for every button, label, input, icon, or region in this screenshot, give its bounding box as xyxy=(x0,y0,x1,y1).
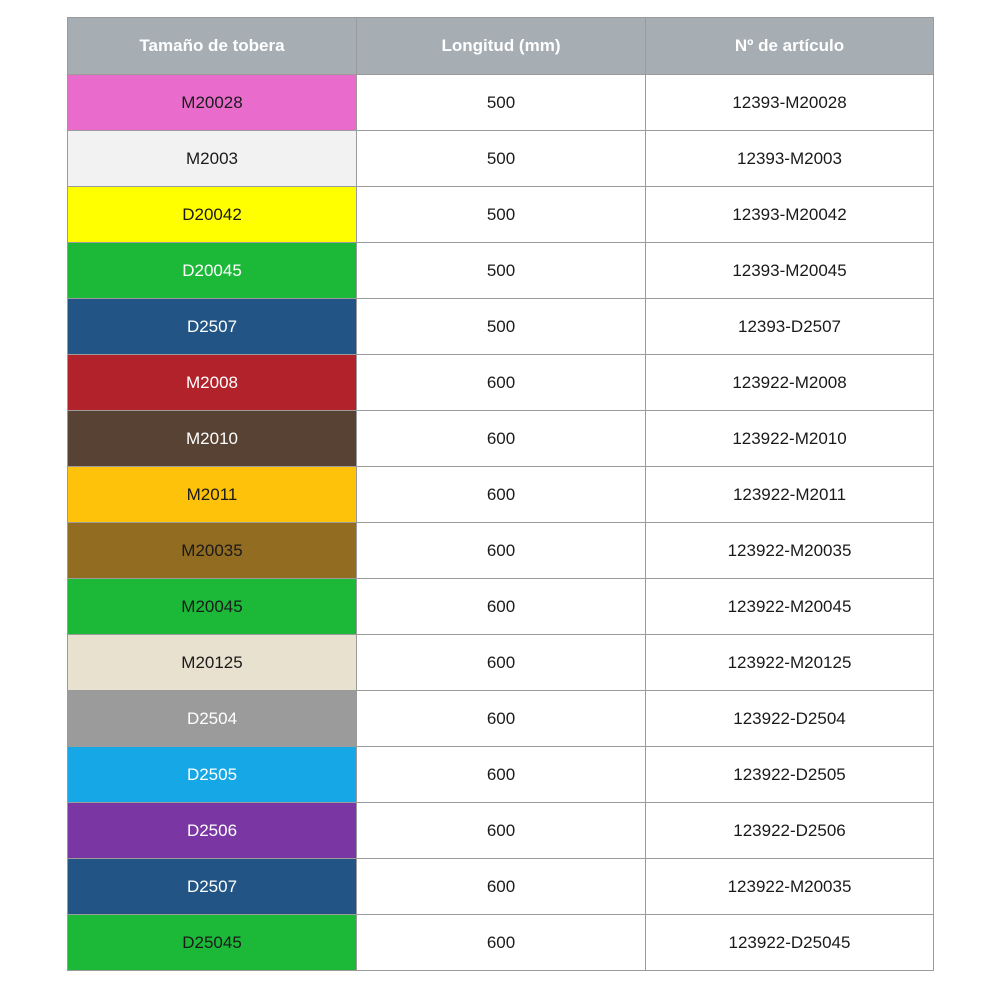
header-nozzle-size: Tamaño de tobera xyxy=(68,18,357,75)
table-row xyxy=(68,467,934,523)
nozzle-size-cell: M2010 xyxy=(68,411,357,467)
article-number-cell: 123922-M20125 xyxy=(646,635,934,691)
nozzle-size-cell: D2507 xyxy=(68,859,357,915)
table-row xyxy=(68,187,934,243)
article-number-cell: 123922-M2008 xyxy=(646,355,934,411)
nozzle-size-cell: M20125 xyxy=(68,635,357,691)
table-row xyxy=(68,803,934,859)
length-cell: 600 xyxy=(357,467,646,523)
header-article-number: Nº de artículo xyxy=(646,18,934,75)
article-number-cell: 123922-M2010 xyxy=(646,411,934,467)
nozzle-size-cell: M2003 xyxy=(68,131,357,187)
nozzle-size-cell: D25045 xyxy=(68,915,357,971)
length-cell: 600 xyxy=(357,355,646,411)
length-cell: 500 xyxy=(357,75,646,131)
article-number-cell: 123922-M20045 xyxy=(646,579,934,635)
length-cell: 600 xyxy=(357,579,646,635)
table-row xyxy=(68,859,934,915)
length-cell: 600 xyxy=(357,411,646,467)
length-cell: 600 xyxy=(357,915,646,971)
length-cell: 500 xyxy=(357,299,646,355)
length-cell: 600 xyxy=(357,691,646,747)
length-cell: 600 xyxy=(357,859,646,915)
length-cell: 600 xyxy=(357,803,646,859)
table-row xyxy=(68,411,934,467)
nozzle-size-cell: M2008 xyxy=(68,355,357,411)
nozzle-size-cell: D20042 xyxy=(68,187,357,243)
article-number-cell: 123922-D25045 xyxy=(646,915,934,971)
table-row xyxy=(68,243,934,299)
article-number-cell: 12393-M20042 xyxy=(646,187,934,243)
table-row xyxy=(68,915,934,971)
article-number-cell: 123922-M2011 xyxy=(646,467,934,523)
nozzle-size-cell: D2504 xyxy=(68,691,357,747)
length-cell: 500 xyxy=(357,243,646,299)
table-row xyxy=(68,579,934,635)
table-header-row xyxy=(68,18,934,75)
table-row xyxy=(68,747,934,803)
article-number-cell: 123922-D2505 xyxy=(646,747,934,803)
header-length: Longitud (mm) xyxy=(357,18,646,75)
table-row xyxy=(68,523,934,579)
table-row xyxy=(68,691,934,747)
nozzle-size-cell: D2507 xyxy=(68,299,357,355)
table-row xyxy=(68,131,934,187)
nozzle-size-cell: M20028 xyxy=(68,75,357,131)
nozzle-table-container xyxy=(67,17,933,971)
length-cell: 600 xyxy=(357,635,646,691)
article-number-cell: 12393-M20045 xyxy=(646,243,934,299)
article-number-cell: 12393-M2003 xyxy=(646,131,934,187)
article-number-cell: 12393-D2507 xyxy=(646,299,934,355)
nozzle-size-cell: M2011 xyxy=(68,467,357,523)
article-number-cell: 12393-M20028 xyxy=(646,75,934,131)
nozzle-size-cell: D20045 xyxy=(68,243,357,299)
length-cell: 500 xyxy=(357,131,646,187)
length-cell: 600 xyxy=(357,747,646,803)
nozzle-size-cell: D2505 xyxy=(68,747,357,803)
table-row xyxy=(68,635,934,691)
table-row xyxy=(68,355,934,411)
length-cell: 500 xyxy=(357,187,646,243)
article-number-cell: 123922-D2506 xyxy=(646,803,934,859)
article-number-cell: 123922-D2504 xyxy=(646,691,934,747)
nozzle-size-cell: D2506 xyxy=(68,803,357,859)
table-body xyxy=(68,75,934,971)
table-row xyxy=(68,75,934,131)
length-cell: 600 xyxy=(357,523,646,579)
article-number-cell: 123922-M20035 xyxy=(646,523,934,579)
nozzle-size-cell: M20045 xyxy=(68,579,357,635)
nozzle-table xyxy=(67,17,934,971)
article-number-cell: 123922-M20035 xyxy=(646,859,934,915)
table-row xyxy=(68,299,934,355)
nozzle-size-cell: M20035 xyxy=(68,523,357,579)
